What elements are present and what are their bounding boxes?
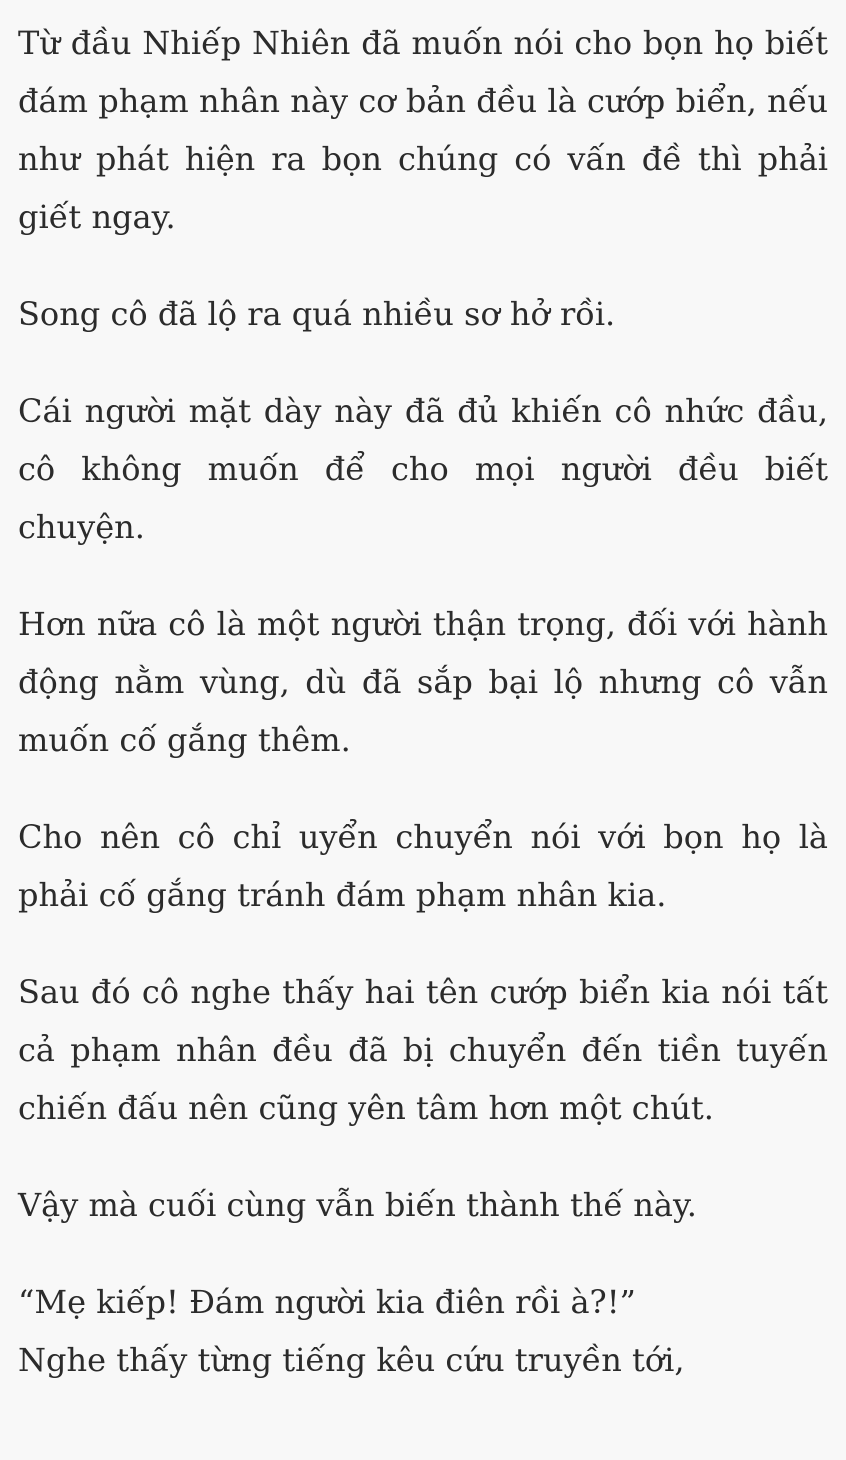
paragraph: Nghe thấy từng tiếng kêu cứu truyền tới, bbox=[18, 1341, 685, 1379]
paragraph: Sau đó cô nghe thấy hai tên cướp biển kia nói tất cả phạm nhân đều đã bị chuyển đến tiền tuyến chiến đấu nên cũng yên tâm hơn một chút. bbox=[18, 973, 828, 1127]
paragraph: Cho nên cô chỉ uyển chuyển nói với bọn họ là phải cố gắng tránh đám phạm nhân kia. bbox=[18, 818, 828, 914]
reader-content bbox=[18, 14, 828, 1389]
paragraph: “Mẹ kiếp! Đám người kia điên rồi à?!” bbox=[18, 1283, 636, 1321]
paragraph: Song cô đã lộ ra quá nhiều sơ hở rồi. bbox=[18, 295, 616, 333]
paragraph: Vậy mà cuối cùng vẫn biến thành thế này. bbox=[18, 1186, 697, 1224]
paragraph: Cái người mặt dày này đã đủ khiến cô nhức đầu, cô không muốn để cho mọi người đều biết chuyện. bbox=[18, 392, 828, 546]
paragraph: Hơn nữa cô là một người thận trọng, đối với hành động nằm vùng, dù đã sắp bại lộ nhưng cô vẫn muốn cố gắng thêm. bbox=[18, 605, 828, 759]
paragraph: Từ đầu Nhiếp Nhiên đã muốn nói cho bọn họ biết đám phạm nhân này cơ bản đều là cướp biển, nếu như phát hiện ra bọn chúng có vấn đề thì phải giết ngay. bbox=[18, 24, 828, 236]
